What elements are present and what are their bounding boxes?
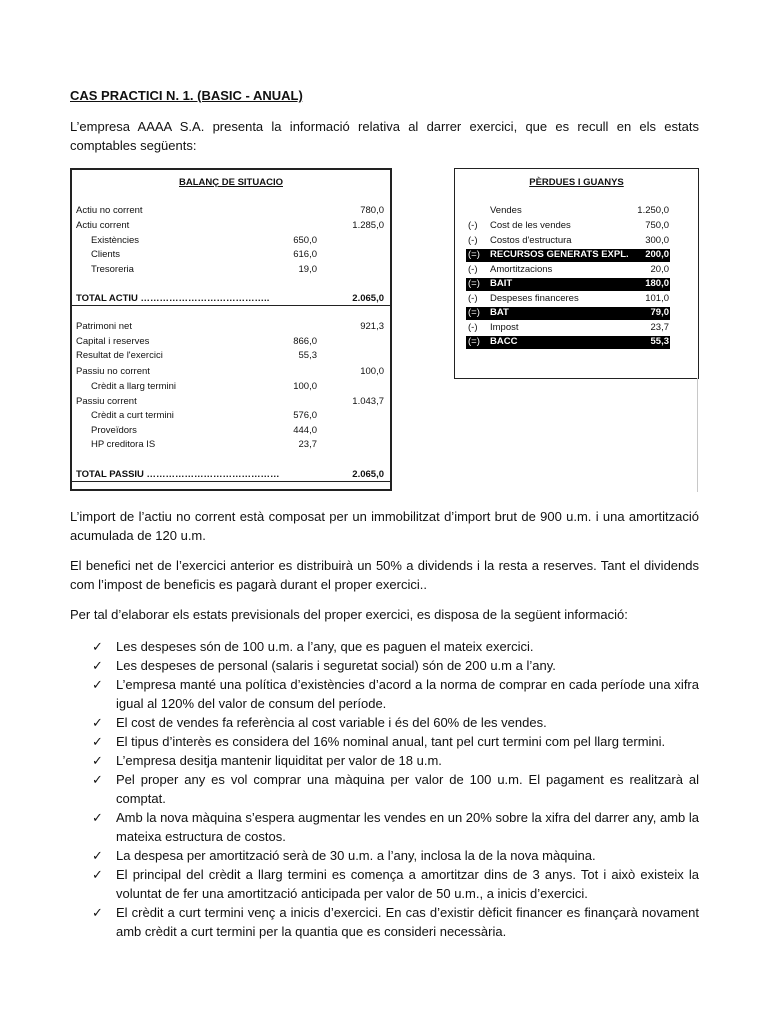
total-underline: [72, 305, 390, 306]
checkmark-icon: ✓: [92, 715, 103, 730]
balance-row-label: Tresoreria: [91, 264, 134, 275]
balance-row-total: 2.065,0: [352, 469, 384, 480]
balance-row-label: TOTAL PASSIU ……………………………………: [76, 469, 280, 480]
pl-row-sign: (=): [468, 336, 480, 347]
total-underline: [72, 481, 390, 482]
checkmark-icon: ✓: [92, 772, 103, 787]
pl-row-label: Costos d'estructura: [490, 235, 572, 246]
checkmark-icon: ✓: [92, 905, 103, 920]
pl-row-value: 79,0: [650, 307, 669, 318]
balance-row-subvalue: 616,0: [293, 249, 317, 260]
pl-row-sign: (-): [468, 220, 478, 231]
paragraph-fixed-assets: L’import de l’actiu no corrent està composat per un immobilitzat d’import brut de 900 u.m. i una amortització acumulada de 120 u.m.: [70, 509, 699, 543]
balance-row-subvalue: 55,3: [298, 350, 317, 361]
intro-paragraph: L’empresa AAAA S.A. presenta la informació relativa al darrer exercici, que es recull en els estats comptables següents:: [70, 119, 699, 153]
balance-row-total: 780,0: [360, 205, 384, 216]
pl-row-sign: (=): [468, 278, 480, 289]
pl-row-value: 180,0: [645, 278, 669, 289]
paragraph-profit-distribution: El benefici net de l’exercici anterior es distribuirà un 50% a dividends i la resta a reserves. Tant el dividends com l’impost de beneficis es pagarà durant el proper exercici..: [70, 558, 699, 592]
list-item-text: Amb la nova màquina s’espera augmentar les vendes en un 20% sobre la xifra del darrer any, amb la mateixa estructura de costos.: [116, 810, 699, 844]
list-item: [70, 846, 699, 865]
list-item-text: El principal del crèdit a llarg termini es comença a amortitzar dins de 3 anys. Tot i això existeix la voluntat de fer una amortització anticipada per valor de 50 u.m., a inicis d’exercici.: [116, 867, 699, 901]
balance-row-subvalue: 23,7: [298, 439, 317, 450]
list-item: [70, 656, 699, 675]
pl-row-value: 300,0: [645, 235, 669, 246]
pl-row-value: 1.250,0: [637, 205, 669, 216]
balance-row-subvalue: 866,0: [293, 336, 317, 347]
balance-row-subvalue: 444,0: [293, 425, 317, 436]
list-item: [70, 713, 699, 732]
pl-row-value: 55,3: [650, 336, 669, 347]
balance-row-label: Crèdit a curt termini: [91, 410, 174, 421]
list-item-text: Les despeses de personal (salaris i seguretat social) són de 200 u.m a l’any.: [116, 658, 556, 673]
balance-row-label: Crèdit a llarg termini: [91, 381, 176, 392]
pl-row-label: Vendes: [490, 205, 522, 216]
balance-row-subvalue: 100,0: [293, 381, 317, 392]
list-item-text: Pel proper any es vol comprar una màquina per valor de 100 u.m. El pagament es realitzarà al comptat.: [116, 772, 699, 806]
list-item-text: L’empresa manté una política d’existències d’acord a la norma de comprar en cada període una xifra igual al 120% del valor de consum del període.: [116, 677, 699, 711]
balance-row-total: 100,0: [360, 366, 384, 377]
balance-row-total: 2.065,0: [352, 293, 384, 304]
list-item: [70, 865, 699, 903]
balance-row-label: Actiu corrent: [76, 220, 130, 231]
pl-row-value: 750,0: [645, 220, 669, 231]
checkmark-icon: ✓: [92, 639, 103, 654]
checkmark-icon: ✓: [92, 734, 103, 749]
pl-row-value: 101,0: [645, 293, 669, 304]
checkmark-icon: ✓: [92, 753, 103, 768]
balance-row-label: HP creditora IS: [91, 439, 156, 450]
pl-row-label: BACC: [490, 336, 518, 347]
pl-row-label: Despeses financeres: [490, 293, 579, 304]
pl-row-sign: (-): [468, 322, 478, 333]
checkmark-icon: ✓: [92, 867, 103, 882]
balance-row-total: 1.043,7: [352, 396, 384, 407]
checkmark-icon: ✓: [92, 810, 103, 825]
list-item-text: El tipus d’interès es considera del 16% nominal anual, tant pel curt termini com pel llarg termini.: [116, 734, 666, 749]
case-title: CAS PRACTICI N. 1. (BASIC - ANUAL): [70, 88, 303, 103]
pl-row-value: 23,7: [650, 322, 669, 333]
balance-row-label: Clients: [91, 249, 121, 260]
balance-row-subvalue: 19,0: [298, 264, 317, 275]
balance-row-subvalue: 576,0: [293, 410, 317, 421]
pl-row-sign: (-): [468, 293, 478, 304]
list-item: [70, 770, 699, 808]
balance-row-subvalue: 650,0: [293, 235, 317, 246]
checkmark-icon: ✓: [92, 677, 103, 692]
balance-row-label: Proveïdors: [91, 425, 137, 436]
list-item-text: Les despeses són de 100 u.m. a l’any, que es paguen el mateix exercici.: [116, 639, 534, 654]
list-item-text: L’empresa desitja mantenir liquiditat per valor de 18 u.m.: [116, 753, 442, 768]
pl-row-value: 20,0: [650, 264, 669, 275]
paragraph-info-intro: Per tal d’elaborar els estats previsionals del proper exercici, es disposa de la següent informació:: [70, 607, 628, 622]
list-item-text: El crèdit a curt termini venç a inicis d’exercici. En cas d’existir dèficit financer es finançarà novament amb crèdit a curt termini per la quantia que es consideri necessària.: [116, 905, 699, 939]
list-item: [70, 732, 699, 751]
pl-row-sign: (-): [468, 235, 478, 246]
pl-row-label: Amortitzacions: [490, 264, 553, 275]
list-item: [70, 903, 699, 941]
pl-row-label: Impost: [490, 322, 519, 333]
list-item-text: La despesa per amortització serà de 30 u.m. a l’any, inclosa la de la nova màquina.: [116, 848, 596, 863]
pl-row-label: RECURSOS GENERATS EXPL.: [490, 249, 629, 260]
pl-row-sign: (=): [468, 249, 480, 260]
pl-row-sign: (-): [468, 264, 478, 275]
balance-row-label: Actiu no corrent: [76, 205, 143, 216]
checkmark-icon: ✓: [92, 848, 103, 863]
assumptions-list: [70, 637, 699, 941]
pl-row-label: BAIT: [490, 278, 513, 289]
balance-row-total: 1.285,0: [352, 220, 384, 231]
pl-row-sign: (=): [468, 307, 480, 318]
pl-row-label: Cost de les vendes: [490, 220, 571, 231]
balance-row-label: Existències: [91, 235, 140, 246]
list-item: [70, 637, 699, 656]
list-item: [70, 675, 699, 713]
balance-row-label: Patrimoni net: [76, 321, 132, 332]
divider-line: [697, 378, 698, 492]
balance-row-label: TOTAL ACTIU …………………………………..: [76, 293, 270, 304]
balance-heading: BALANÇ DE SITUACIO: [179, 177, 283, 188]
list-item: [70, 808, 699, 846]
balance-row-label: Passiu corrent: [76, 396, 137, 407]
balance-row-label: Capital i reserves: [76, 336, 150, 347]
balance-row-label: Passiu no corrent: [76, 366, 150, 377]
pl-heading: PÈRDUES I GUANYS: [529, 177, 624, 188]
list-item: [70, 751, 699, 770]
pl-row-value: 200,0: [645, 249, 669, 260]
list-item-text: El cost de vendes fa referència al cost variable i és del 60% de les vendes.: [116, 715, 547, 730]
pl-row-label: BAT: [490, 307, 509, 318]
balance-row-label: Resultat de l'exercici: [76, 350, 163, 361]
checkmark-icon: ✓: [92, 658, 103, 673]
balance-row-total: 921,3: [360, 321, 384, 332]
